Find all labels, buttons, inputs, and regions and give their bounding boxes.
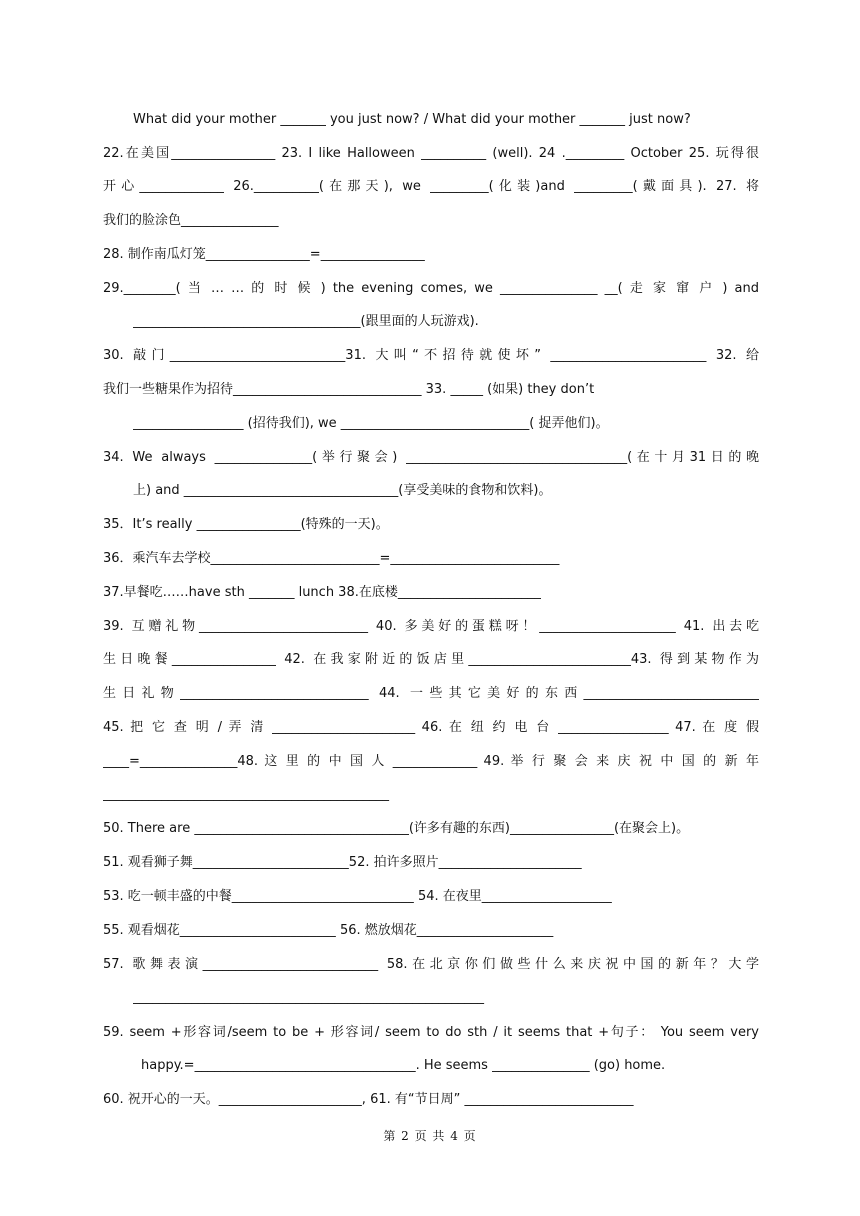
line-13: 35．It’s really ________________(特殊的一天)。 xyxy=(103,517,389,532)
line-12: 上) and _________________________________(享受美味的食物和饮料)。 xyxy=(133,483,552,498)
line-25: 55. 观看烟花________________________ 56. 燃放烟花_____________________ xyxy=(103,923,554,938)
line-30: 60. 祝开心的一天。______________________, 61. 有“节日周” __________________________ xyxy=(103,1092,634,1107)
line-20: ____=_______________48. 这 里 的 中 国 人 _____________ 49. 举 行 聚 会 来 庆 祝 中 国 的 新 年 xyxy=(103,754,759,769)
line-14: 36．乘汽车去学校__________________________=__________________________ xyxy=(103,551,560,566)
line-7: ___________________________________(跟里面的人玩游戏). xyxy=(133,314,479,329)
line-11: 34. We always _______________(举行聚会) __________________________________(在十月31日的晚 xyxy=(103,450,759,465)
line-26: 57. 歌舞表演___________________________ 58.在北京你们做些什么来庆祝中国的新年？大学 xyxy=(103,957,759,972)
line-18: 生日礼物_____________________________ 44. 一些其它美好的东西___________________________ xyxy=(103,686,759,701)
line-5: 28. 制作南瓜灯笼________________=________________ xyxy=(103,247,425,262)
line-15: 37.早餐吃……have sth _______ lunch 38.在底楼______________________ xyxy=(103,585,541,600)
line-4: 我们的脸涂色_______________ xyxy=(103,213,279,228)
line-24: 53. 吃一顿丰盛的中餐____________________________ 54. 在夜里____________________ xyxy=(103,889,612,904)
line-17: 生日晚餐________________ 42. 在我家附近的饭店里_________________________43. 得到某物作为 xyxy=(103,652,759,667)
line-23: 51. 观看狮子舞________________________52. 拍许多照片______________________ xyxy=(103,855,582,870)
line-27: ______________________________________________________ xyxy=(133,990,484,1005)
line-21: ____________________________________________ xyxy=(103,787,389,802)
page-number-footer: 第 2 页 共 4 页 xyxy=(383,1129,477,1143)
line-2: 22.在美国________________ 23. I like Halloween __________ (well). 24 ._________ October 25. 玩得很 xyxy=(103,146,759,161)
line-28: 59. seem +形容词/seem to be + 形容词/ seem to do sth / it seems that +句子： You seem very xyxy=(103,1025,759,1040)
line-22: 50. There are _________________________________(许多有趣的东西)________________(在聚会上)。 xyxy=(103,821,690,836)
line-8: 30. 敲门___________________________31. 大叫“不招待就使坏” ________________________ 32. 给 xyxy=(103,348,759,363)
line-29: happy.=__________________________________. He seems _______________ (go) home. xyxy=(141,1058,666,1073)
line-16: 39. 互赠礼物__________________________ 40. 多美好的蛋糕呀！_____________________ 41. 出去吃 xyxy=(103,619,759,634)
line-19: 45. 把 它 查 明 / 弄 清 ______________________ 46. 在 纽 约 电 台 _________________ 47. 在 度 假 xyxy=(103,720,759,735)
line-6: 29.________( 当 … … 的 时 候 ) the evening comes, we _______________ __( 走 家 窜 户 ) and xyxy=(103,281,759,296)
line-9: 我们一些糖果作为招待_____________________________ 33. _____ (如果) they don’t xyxy=(103,382,595,397)
line-3: 开心_____________ 26.__________(在那天), we _________(化装)and _________(戴面具). 27. 将 xyxy=(103,179,759,194)
line-1: What did your mother _______ you just now? / What did your mother _______ just now? xyxy=(133,112,691,127)
line-10: _________________ (招待我们), we _____________________________( 捉弄他们)。 xyxy=(133,416,609,431)
